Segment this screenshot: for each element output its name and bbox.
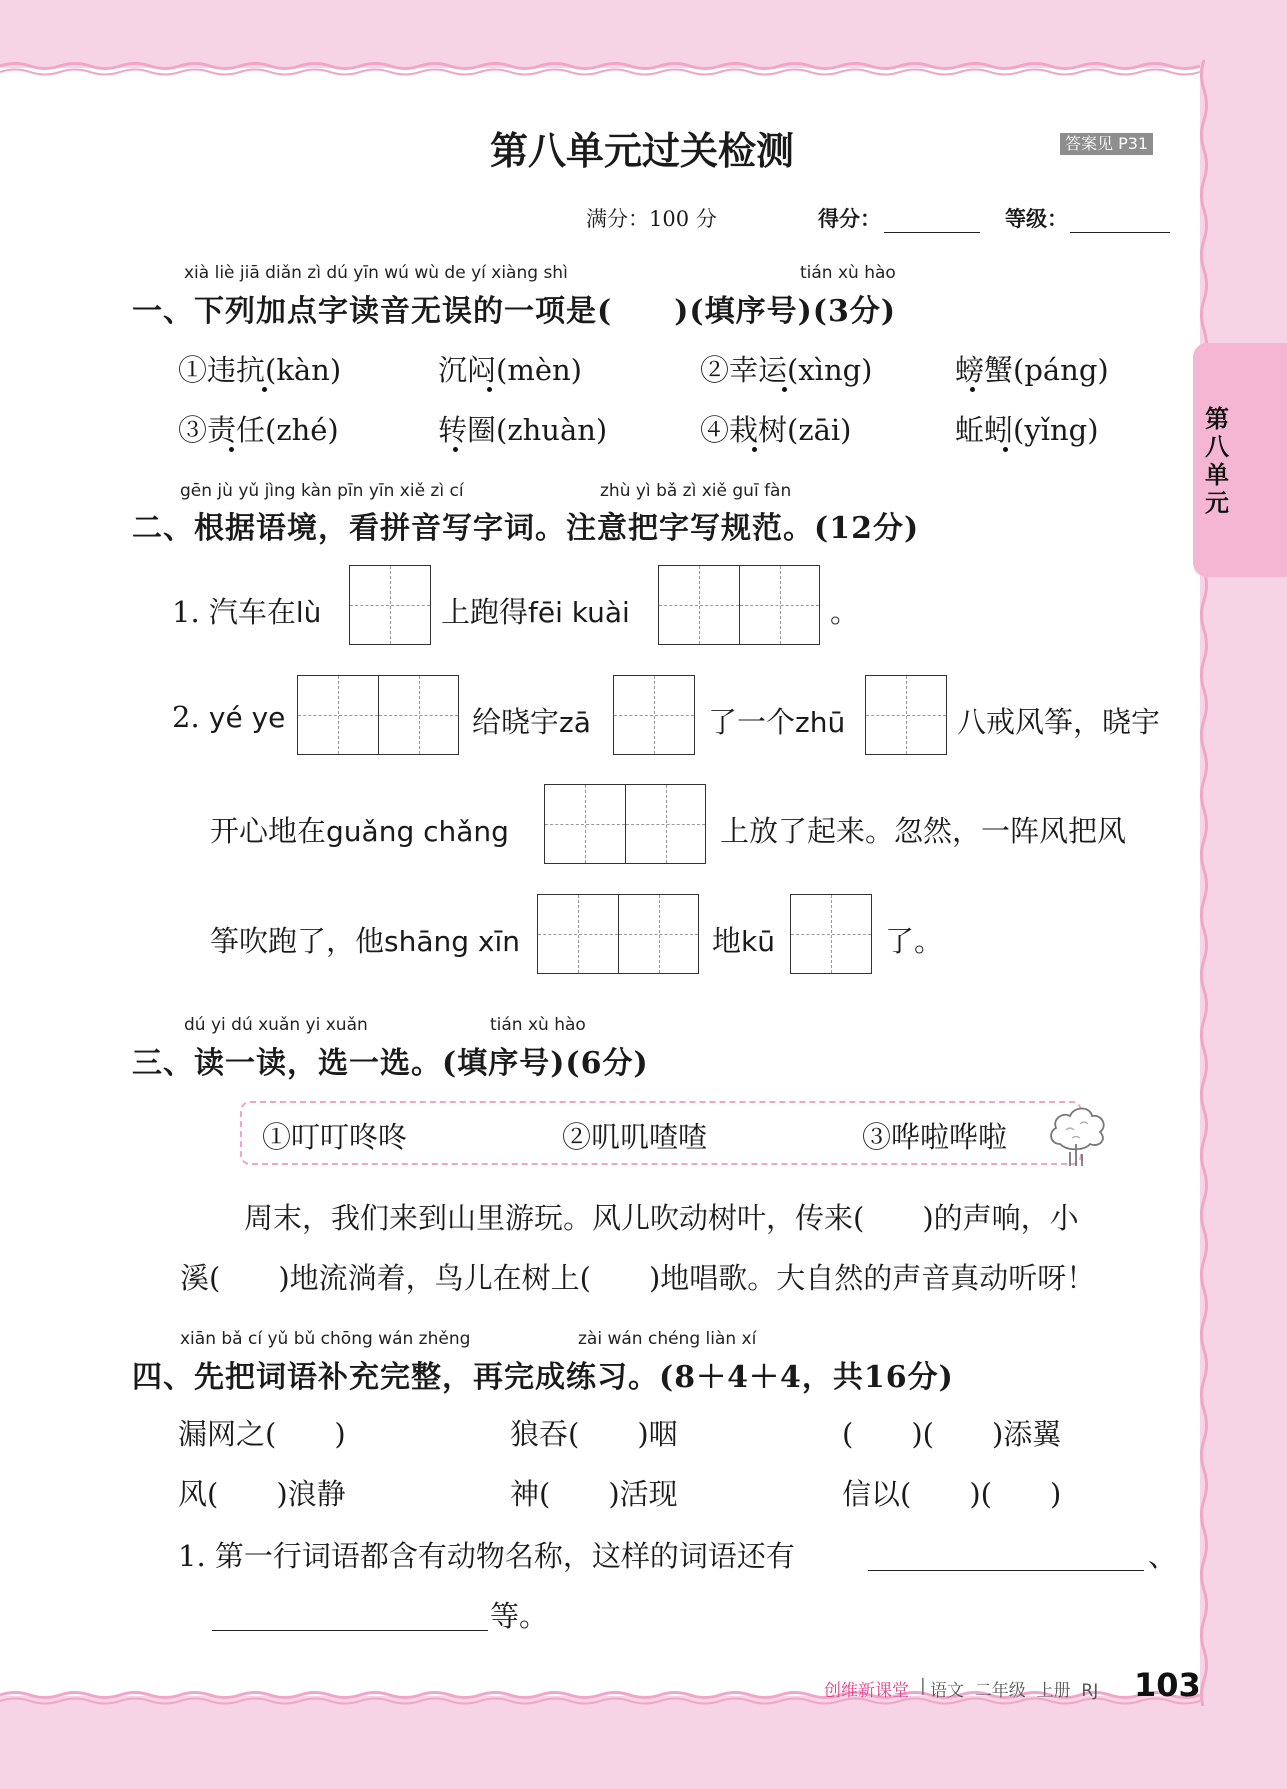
full-score-label: 满分：100 分 <box>586 207 717 231</box>
q2-line4-text-b <box>712 919 775 960</box>
footer-brand: 创维新课堂 <box>824 1681 909 1701</box>
q2-line2-text <box>172 700 285 734</box>
writing-box-feikuai[interactable] <box>658 565 820 645</box>
q1-option-4b[interactable]: 蚯蚓(yǐng) <box>955 413 1099 447</box>
q2-line2-text-c <box>708 700 845 741</box>
emphasis-dot <box>752 447 757 452</box>
q3-option-3[interactable]: ③哗啦哗啦 <box>862 1120 1008 1154</box>
emphasis-dot <box>1003 447 1008 452</box>
q1-option-2b[interactable]: 螃蟹(páng) <box>955 353 1109 387</box>
q4-idiom-6[interactable]: 信以( )( ) <box>842 1477 1062 1511</box>
q2-line2-t4: 八戒风筝，晓宇 <box>957 705 1161 739</box>
writing-box-za[interactable] <box>613 675 695 755</box>
right-wavy-border <box>1196 60 1212 1706</box>
q1-heading: 一、下列加点字读音无误的一项是( )(填序号)(3分) <box>132 294 897 329</box>
q2-line2-t1: 2. <box>172 700 200 734</box>
q2-line1-text <box>172 590 321 631</box>
unit-side-tab-label: 第八单元 <box>1205 405 1229 517</box>
q2-line1-t3: 。 <box>830 595 860 629</box>
answer-reference-badge: 答案见 P31 <box>1060 133 1153 155</box>
q2-line2-text-b <box>472 700 591 741</box>
score-label: 得分： <box>818 207 881 231</box>
q3-heading: 三、读一读，选一选。(填序号)(6分) <box>132 1046 649 1081</box>
q4-idiom-4[interactable]: 风( )浪静 <box>178 1477 346 1511</box>
grade-label: 等级： <box>1005 207 1068 231</box>
q2-line1-text-b <box>441 590 630 631</box>
q4-heading: 四、先把词语补充完整，再完成练习。(8＋4＋4，共16分) <box>132 1360 954 1395</box>
q2-line4-pinyin-ku: kū <box>741 925 775 958</box>
q3-option-1[interactable]: ①叮叮咚咚 <box>262 1120 408 1154</box>
q2-line3-t1: 开心地在 <box>210 814 327 848</box>
q4-idiom-1[interactable]: 漏网之( ) <box>178 1417 346 1451</box>
q2-line3-pinyin-guangchang: guǎng chǎng <box>326 815 509 848</box>
emphasis-dot <box>262 387 267 392</box>
q4-pinyin: xiān bǎ cí yǔ bǔ chōng wán zhěng <box>180 1329 471 1349</box>
q1-option-3b[interactable]: 转圈(zhuàn) <box>438 413 608 447</box>
q4-pinyin-2: zài wán chéng liàn xí <box>578 1329 757 1349</box>
q2-line2-t2: 给晓宇 <box>472 705 560 739</box>
q2-line2-pinyin-zhu: zhū <box>795 706 846 739</box>
emphasis-dot <box>229 447 234 452</box>
q2-line2-pinyin-za: zā <box>559 706 591 739</box>
page-number: 103 <box>1134 1666 1201 1704</box>
writing-box-zhu[interactable] <box>865 675 947 755</box>
q3-passage-line1: 周末，我们来到山里游玩。风儿吹动树叶，传来( )的声响，小 <box>244 1201 1079 1235</box>
q2-pinyin: gēn jù yǔ jìng kàn pīn yīn xiě zì cí <box>180 481 464 501</box>
q1-option-1[interactable]: ①违抗(kàn) <box>178 353 342 387</box>
q3-passage-line2: 溪( )地流淌着，鸟儿在树上( )地唱歌。大自然的声音真动听呀！ <box>180 1261 1096 1295</box>
page-title: 第八单元过关检测 <box>490 129 795 173</box>
q2-line4-pinyin-shangxin: shāng xīn <box>384 925 521 958</box>
q1-pinyin-fill-order: tián xù hào <box>800 263 896 283</box>
q4-idiom-5[interactable]: 神( )活现 <box>510 1477 678 1511</box>
q2-line4-t3: 了。 <box>885 924 944 958</box>
q1-pinyin: xià liè jiā diǎn zì dú yīn wú wù de yí xiàng shì <box>184 263 568 283</box>
emphasis-dot <box>453 447 458 452</box>
emphasis-dot <box>782 387 787 392</box>
writing-box-shangxin[interactable] <box>537 894 699 974</box>
q1-option-4[interactable]: ④栽树(zāi) <box>700 413 852 447</box>
footer-info: 语文 二年级 上册 RJ <box>930 1681 1099 1701</box>
q2-heading: 二、根据语境，看拼音写字词。注意把字写规范。(12分) <box>132 511 920 546</box>
q1-option-3[interactable]: ③责任(zhé) <box>178 413 339 447</box>
q1-option-1b[interactable]: 沉闷(mèn) <box>438 353 582 387</box>
q2-line2-t3: 了一个 <box>708 705 796 739</box>
q2-pinyin-2: zhù yì bǎ zì xiě guī fàn <box>600 481 792 501</box>
q2-line2-pinyin-yeye: yé ye <box>208 701 286 734</box>
q4-idiom-2[interactable]: 狼吞( )咽 <box>510 1417 678 1451</box>
emphasis-dot <box>487 387 492 392</box>
q4-sub1-separator: 、 <box>1148 1539 1178 1573</box>
top-wavy-border <box>0 60 1200 76</box>
writing-box-ku[interactable] <box>790 894 872 974</box>
writing-box-lu[interactable] <box>349 565 431 645</box>
tree-icon <box>1046 1100 1110 1170</box>
q3-option-2[interactable]: ②叽叽喳喳 <box>562 1120 708 1154</box>
q3-pinyin-2: tián xù hào <box>490 1015 586 1035</box>
q2-line1-pinyin-feikuai: fēi kuài <box>528 596 630 629</box>
q2-line4-t1: 筝吹跑了，他 <box>210 924 385 958</box>
writing-box-yeye[interactable] <box>297 675 459 755</box>
q2-line1-t2: 上跑得 <box>441 595 529 629</box>
q1-option-2[interactable]: ②幸运(xìng) <box>700 353 873 387</box>
q2-line1-pinyin-lu: lù <box>295 596 322 629</box>
grade-blank[interactable] <box>1070 210 1170 233</box>
q4-sub1-text: 1. 第一行词语都含有动物名称，这样的词语还有 <box>178 1539 795 1573</box>
q2-line3-t2: 上放了起来。忽然，一阵风把风 <box>720 814 1127 848</box>
q4-sub1-end: 等。 <box>490 1599 549 1633</box>
q4-idiom-3[interactable]: ( )( )添翼 <box>842 1417 1062 1451</box>
score-blank[interactable] <box>884 210 980 233</box>
q2-line3-text <box>210 809 509 850</box>
q3-pinyin: dú yi dú xuǎn yi xuǎn <box>184 1015 368 1035</box>
q2-line4-t2: 地 <box>712 924 742 958</box>
q2-line4-text <box>210 919 520 960</box>
emphasis-dot <box>970 387 975 392</box>
q4-sub1-blank-2[interactable] <box>212 1606 488 1631</box>
q2-line1-t1: 1. 汽车在 <box>172 595 296 629</box>
footer-divider: | <box>920 1676 926 1696</box>
q4-sub1-blank-1[interactable] <box>868 1546 1144 1571</box>
writing-box-guangchang[interactable] <box>544 784 706 864</box>
